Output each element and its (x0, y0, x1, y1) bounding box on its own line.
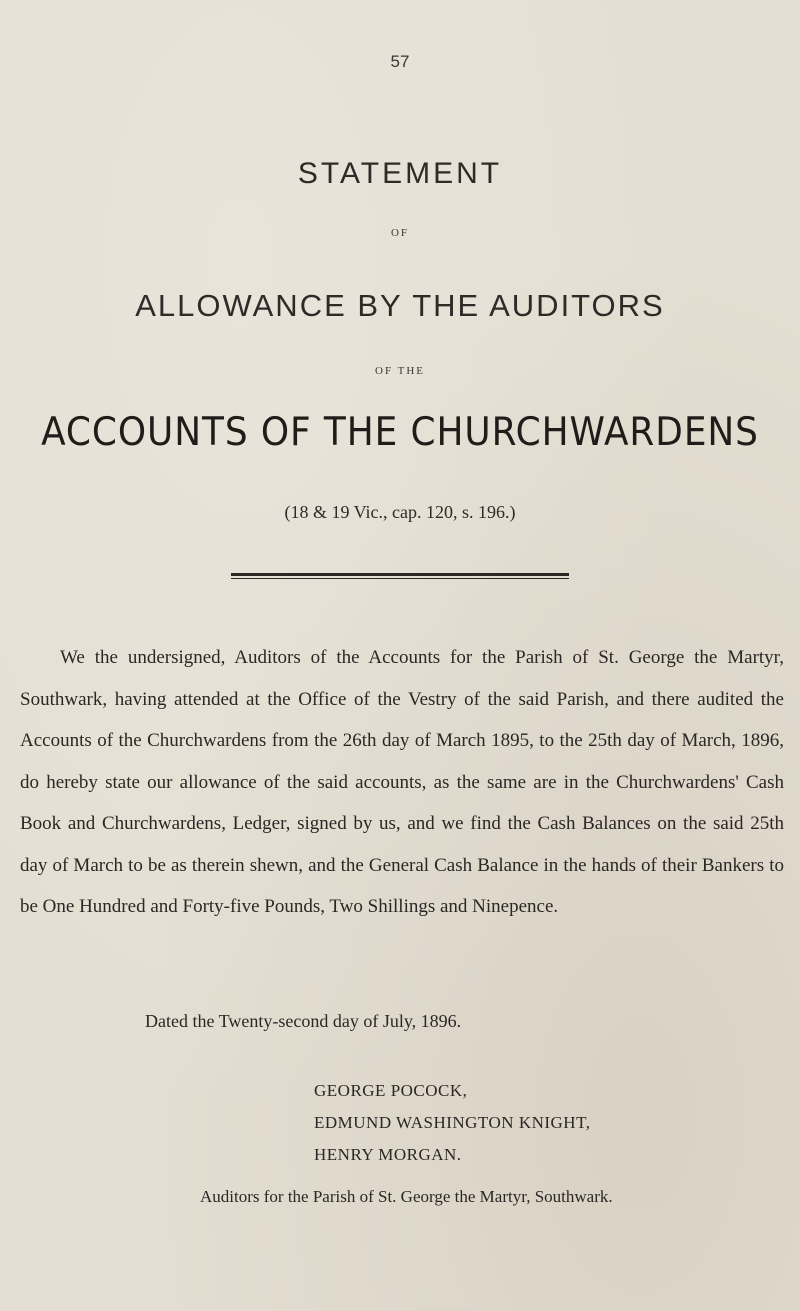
page-number: 57 (390, 52, 410, 71)
auditors-designation: Auditors for the Parish of St. George the Martyr, Southwark. (200, 1187, 613, 1206)
double-rule-divider (231, 573, 569, 579)
title-of: OF (390, 227, 410, 239)
title-statement: STATEMENT (297, 157, 503, 190)
title-of-the: OF THE (375, 365, 425, 377)
rule-thin-line (231, 578, 569, 579)
statement-body-paragraph: We the undersigned, Auditors of the Accounts for the Parish of St. George the Martyr, Southwark, having attended at the Office of the Vestry of the said Parish, and there audited the Accounts of the Churchwardens from the 26th day of March 1895, to the 25th day of March, 1896, do hereby state our allowance of the said accounts, as the same are in the Churchwardens' Cash Book and Churchwardens, Ledger, signed by us, and we find the Cash Balances on the said 25th day of March to be as therein shewn, and the General Cash Balance in the hands of their Bankers to be One Hundred and Forty-five Pounds, Two Shillings and Ninepence. (20, 647, 784, 917)
signatory-name: HENRY MORGAN. (314, 1145, 462, 1164)
signatory-name: EDMUND WASHINGTON KNIGHT, (314, 1113, 591, 1132)
dated-line: Dated the Twenty-second day of July, 1896. (145, 1011, 462, 1031)
title-allowance: ALLOWANCE BY THE AUDITORS (135, 288, 665, 323)
title-accounts: ACCOUNTS OF THE CHURCHWARDENS (41, 410, 759, 455)
signatory-name: GEORGE POCOCK, (314, 1081, 468, 1100)
statute-reference: (18 & 19 Vic., cap. 120, s. 196.) (284, 502, 516, 522)
rule-thick-line (231, 573, 569, 576)
